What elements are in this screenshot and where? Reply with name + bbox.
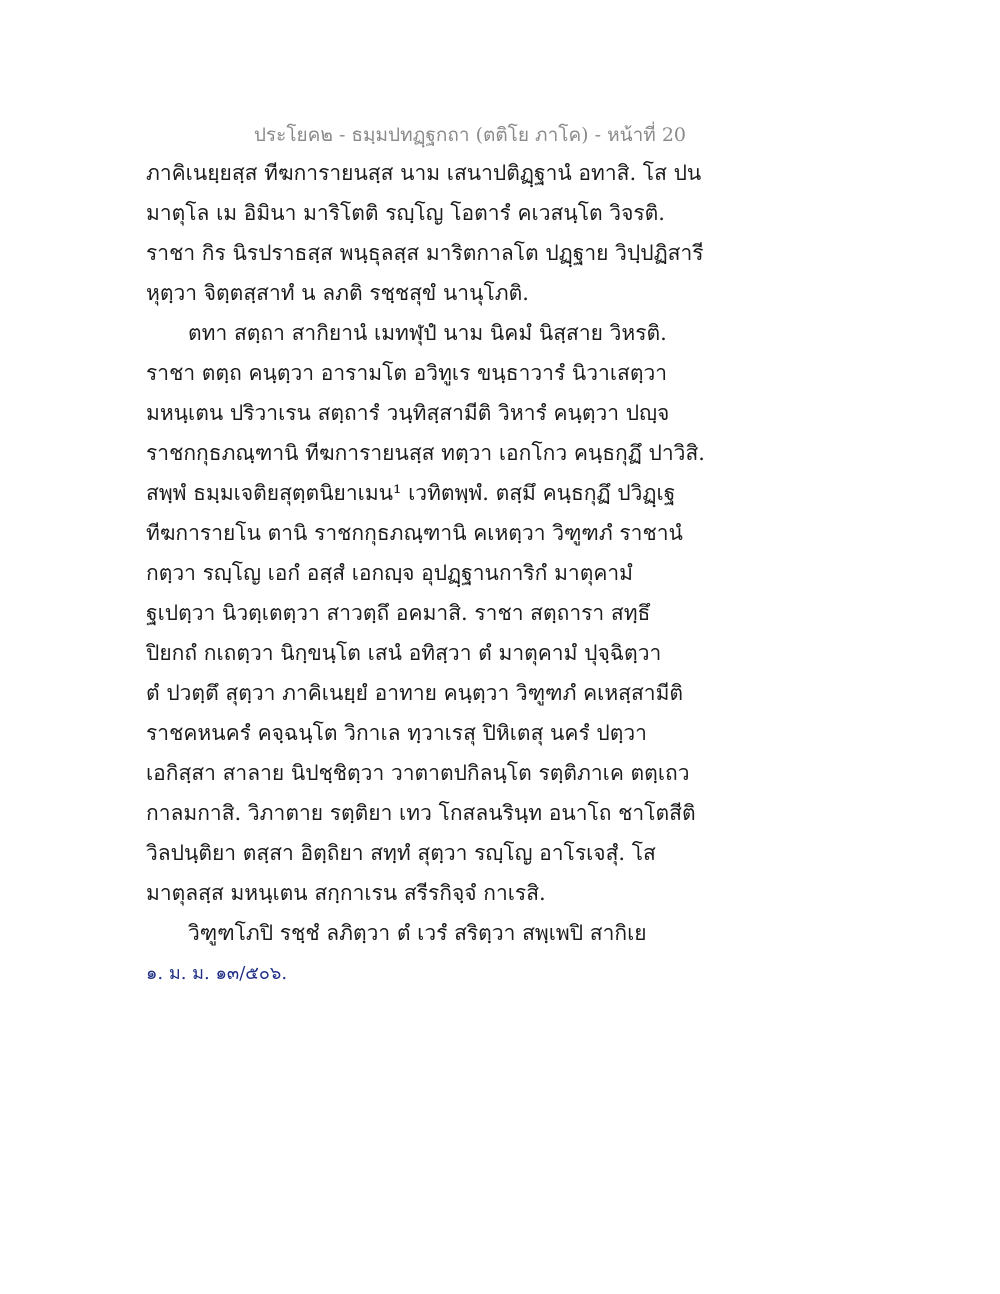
text-line: ราชา กิร นิรปราธสฺส พนฺธุลสฺส มาริตกาลโต ปฏฺฐาย วิปฺปฏิสารี — [146, 241, 704, 265]
paragraph-start-line: วิฑูฑโภปิ รชฺชํ ลภิตฺวา ตํ เวรํ สริตฺวา สพฺเพปิ สากิเย — [188, 921, 647, 945]
text-line: ปิยกถํ กเถตฺวา นิกฺขนฺโต เสนํ อทิสฺวา ตํ มาตุคามํ ปุจฺฉิตฺวา — [146, 641, 662, 665]
page-header: ประโยค๒ - ธมฺมปทฏฺฐกถา (ตติโย ภาโค) - หน้าที่ 20 — [253, 124, 686, 146]
text-line: มาตุลสฺส มหนฺเตน สกฺกาเรน สรีรกิจฺจํ กาเรสิ. — [146, 881, 546, 905]
text-line: วิลปนฺติยา ตสฺสา อิตฺถิยา สทฺทํ สุตฺวา รญฺโญ อาโรเจสุํ. โส — [146, 841, 656, 865]
text-line: ทีฆการายโน ตานิ ราชกกุธภณฺฑานิ คเหตฺวา วิฑูฑภํ ราชานํ — [146, 521, 683, 545]
text-line: หุตฺวา จิตฺตสฺสาทํ น ลภติ รชฺชสุขํ นานุโภติ. — [146, 281, 529, 305]
text-line: สพฺพํ ธมฺมเจติยสุตฺตนิยาเมน¹ เวทิตพฺพํ. ตสฺมึ คนฺธกุฏึ ปวิฏฺเฐ — [146, 481, 676, 505]
paragraph-start-line: ตทา สตฺถา สากิยานํ เมทฬุปํ นาม นิคมํ นิสฺสาย วิหรติ. — [188, 321, 667, 345]
text-line: ตํ ปวตฺตึ สุตฺวา ภาคิเนยฺยํ อาทาย คนฺตฺวา วิฑูฑภํ คเหสฺสามีติ — [146, 681, 684, 705]
text-line: ราชคหนครํ คจฺฉนฺโต วิกาเล ทฺวาเรสุ ปิหิเตสุ นครํ ปตฺวา — [146, 721, 647, 745]
text-line: มหนฺเตน ปริวาเรน สตฺถารํ วนฺทิสฺสามีติ วิหารํ คนฺตฺวา ปญฺจ — [146, 401, 670, 425]
text-line: มาตุโล เม อิมินา มาริโตติ รญฺโญ โอตารํ คเวสนฺโต วิจรติ. — [146, 201, 665, 225]
text-line: ราชา ตตฺถ คนฺตฺวา อารามโต อวิทูเร ขนฺธาวารํ นิวาเสตฺวา — [146, 361, 668, 385]
text-line: ฐเปตฺวา นิวตฺเตตฺวา สาวตฺถึ อคมาสิ. ราชา สตฺถารา สทฺธึ — [146, 601, 651, 625]
text-line: ราชกกุธภณฺฑานิ ทีฆการายนสฺส ทตฺวา เอกโกว คนฺธกุฏึ ปาวิสิ. — [146, 441, 705, 465]
text-line: กตฺวา รญฺโญ เอกํ อสฺสํ เอกญฺจ อุปฏฺฐานการิกํ มาตุคามํ — [146, 561, 634, 585]
text-line: กาลมกาสิ. วิภาตาย รตฺติยา เทว โกสลนรินฺท อนาโถ ชาโตสีติ — [146, 801, 696, 825]
text-line: ภาคิเนยฺยสฺส ทีฆการายนสฺส นาม เสนาปติฏฺฐานํ อทาสิ. โส ปน — [146, 161, 702, 185]
text-line: เอกิสฺสา สาลาย นิปชฺชิตฺวา วาตาตปกิลนฺโต รตฺติภาเค ตตฺเถว — [146, 761, 690, 785]
footnote: ๑. ม. ม. ๑๓/๕๐๖. — [146, 963, 288, 984]
